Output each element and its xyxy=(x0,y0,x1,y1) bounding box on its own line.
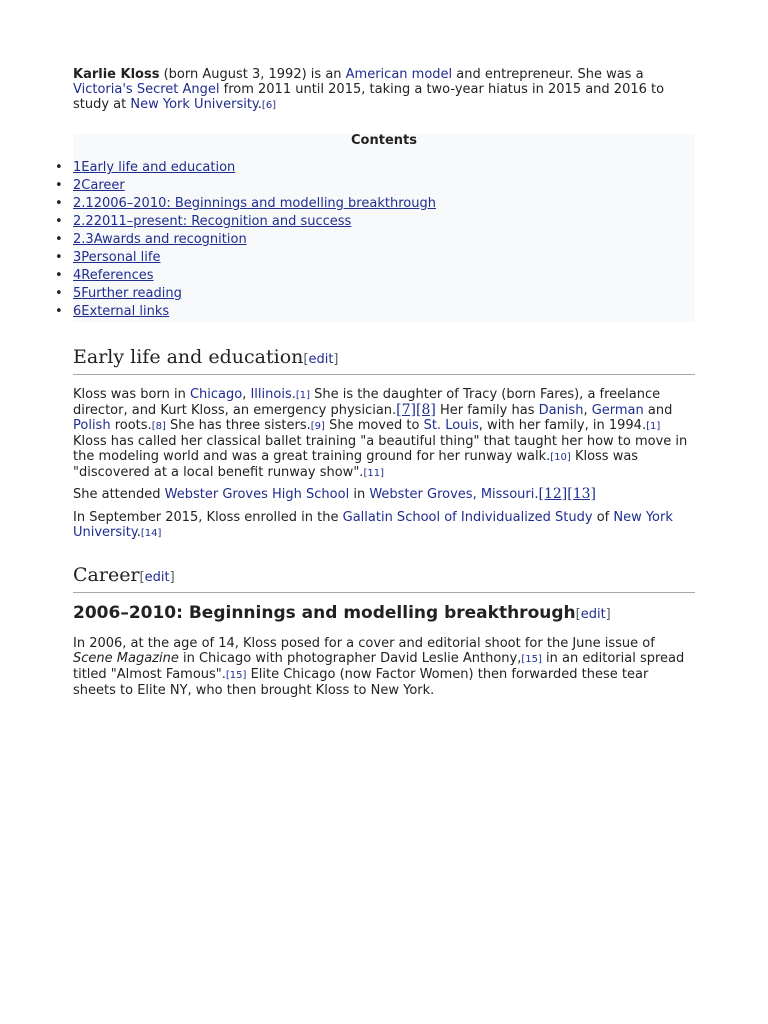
subject-name: Karlie Kloss xyxy=(73,67,160,82)
early-life-paragraph-3: In September 2015, Kloss enrolled in the Gallatin School of Individualized Study of New York University.[14] xyxy=(73,510,673,540)
link-new-york-university[interactable]: New York University xyxy=(130,97,258,112)
citation-8[interactable]: [8] xyxy=(416,402,436,418)
edit-link[interactable]: edit xyxy=(580,607,606,622)
citation-8b[interactable]: [8] xyxy=(151,421,166,432)
link-danish[interactable]: Danish xyxy=(538,403,584,418)
link-new-york-university-2[interactable]: New York University xyxy=(73,510,673,540)
citation-1b[interactable]: [1] xyxy=(646,421,661,432)
toc-list xyxy=(0,160,622,322)
citation-11[interactable]: [11] xyxy=(363,468,384,479)
edit-link[interactable]: edit xyxy=(144,570,170,585)
toc-item xyxy=(0,178,622,196)
edit-section-early-life: [edit] xyxy=(303,352,339,367)
link-illinois[interactable]: Illinois xyxy=(250,387,292,402)
toc-link-references[interactable]: 4References xyxy=(73,268,154,283)
citation-6[interactable]: [6] xyxy=(261,100,277,111)
edit-link[interactable]: edit xyxy=(308,352,334,367)
citation-9[interactable]: [9] xyxy=(310,421,325,432)
toc-link-recognition[interactable]: 2.22011–present: Recognition and success xyxy=(73,214,352,229)
section-heading-career: Career[edit] xyxy=(73,563,695,593)
toc-item xyxy=(0,196,622,214)
toc-link-personal-life[interactable]: 3Personal life xyxy=(73,250,161,265)
edit-section-beginnings: [edit] xyxy=(575,607,611,622)
toc-link-external-links[interactable]: 6External links xyxy=(73,304,170,319)
citation-13[interactable]: [13] xyxy=(567,486,596,502)
intro-paragraph: Karlie Kloss (born August 3, 1992) is an American model and entrepreneur. She was a Victoria's Secret Angel from 2011 until 2015, taking a two-year hiatus in 2015 and 2016 to study at New York University.[6] xyxy=(73,67,665,112)
toc-link-career[interactable]: 2Career xyxy=(73,178,125,193)
link-polish[interactable]: Polish xyxy=(73,418,111,433)
link-webster-groves-missouri[interactable]: Webster Groves, Missouri xyxy=(369,487,535,502)
toc-link-further-reading[interactable]: 5Further reading xyxy=(73,286,182,301)
toc-link-beginnings[interactable]: 2.12006–2010: Beginnings and modelling breakthrough xyxy=(73,196,436,211)
early-life-paragraph-2: She attended Webster Groves High School in Webster Groves, Missouri.[12][13] xyxy=(73,486,596,502)
toc-title: Contents xyxy=(351,133,417,148)
citation-15b[interactable]: [15] xyxy=(225,670,247,681)
link-american-model[interactable]: American model xyxy=(345,67,453,82)
toc-item xyxy=(0,160,622,178)
citation-10[interactable]: [10] xyxy=(550,452,571,463)
link-webster-groves-high-school[interactable]: Webster Groves High School xyxy=(164,487,350,502)
early-life-paragraph-1: Kloss was born in Chicago, Illinois.[1] She is the daughter of Tracy (born Fares), a freelance director, and Kurt Kloss, an emergency physician.[7][8] Her family has Danish, German and Polish roots.[8] She has three sisters.[9] She moved to St. Louis, with her family, in 1994.[1] Kloss has called her classical ballet training "a beautiful thing" that taught her how to move in the modeling world and was a great training ground for her runway walk.[10] Kloss was "discovered at a local benefit runway show".[11] xyxy=(73,387,688,480)
toc-item xyxy=(0,214,622,232)
citation-7[interactable]: [7] xyxy=(396,402,416,418)
citation-15[interactable]: [15] xyxy=(521,654,542,665)
toc-item xyxy=(0,232,622,250)
link-gallatin-school[interactable]: Gallatin School of Individualized Study xyxy=(342,510,593,525)
citation-12[interactable]: [12] xyxy=(538,486,568,502)
toc-item xyxy=(0,286,622,304)
subsection-heading-beginnings: 2006–2010: Beginnings and modelling breakthrough[edit] xyxy=(73,603,611,623)
magazine-title: Scene Magazine xyxy=(73,651,179,666)
link-german[interactable]: German xyxy=(591,403,644,418)
section-heading-early-life: Early life and education[edit] xyxy=(73,345,695,375)
citation-14[interactable]: [14] xyxy=(140,528,162,539)
toc-link-early-life[interactable]: 1Early life and education xyxy=(73,160,236,175)
toc-link-awards[interactable]: 2.3Awards and recognition xyxy=(73,232,247,247)
link-chicago[interactable]: Chicago xyxy=(189,387,243,402)
link-victorias-secret-angel[interactable]: Victoria's Secret Angel xyxy=(73,82,220,97)
toc-item xyxy=(0,250,622,268)
citation-1[interactable]: [1] xyxy=(295,390,311,401)
link-st-louis[interactable]: St. Louis xyxy=(423,418,479,433)
toc-item xyxy=(0,268,622,286)
edit-section-career: [edit] xyxy=(139,570,175,585)
toc-item xyxy=(0,304,622,322)
career-paragraph-1: In 2006, at the age of 14, Kloss posed for a cover and editorial shoot for the June issue of Scene Magazine in Chicago with photographer David Leslie Anthony,[15] in an editorial spread titled "Almost Famous".[15] Elite Chicago (now Factor Women) then forwarded these tear sheets to Elite NY, who then brought Kloss to New York. xyxy=(73,636,685,698)
table-of-contents xyxy=(73,134,695,322)
